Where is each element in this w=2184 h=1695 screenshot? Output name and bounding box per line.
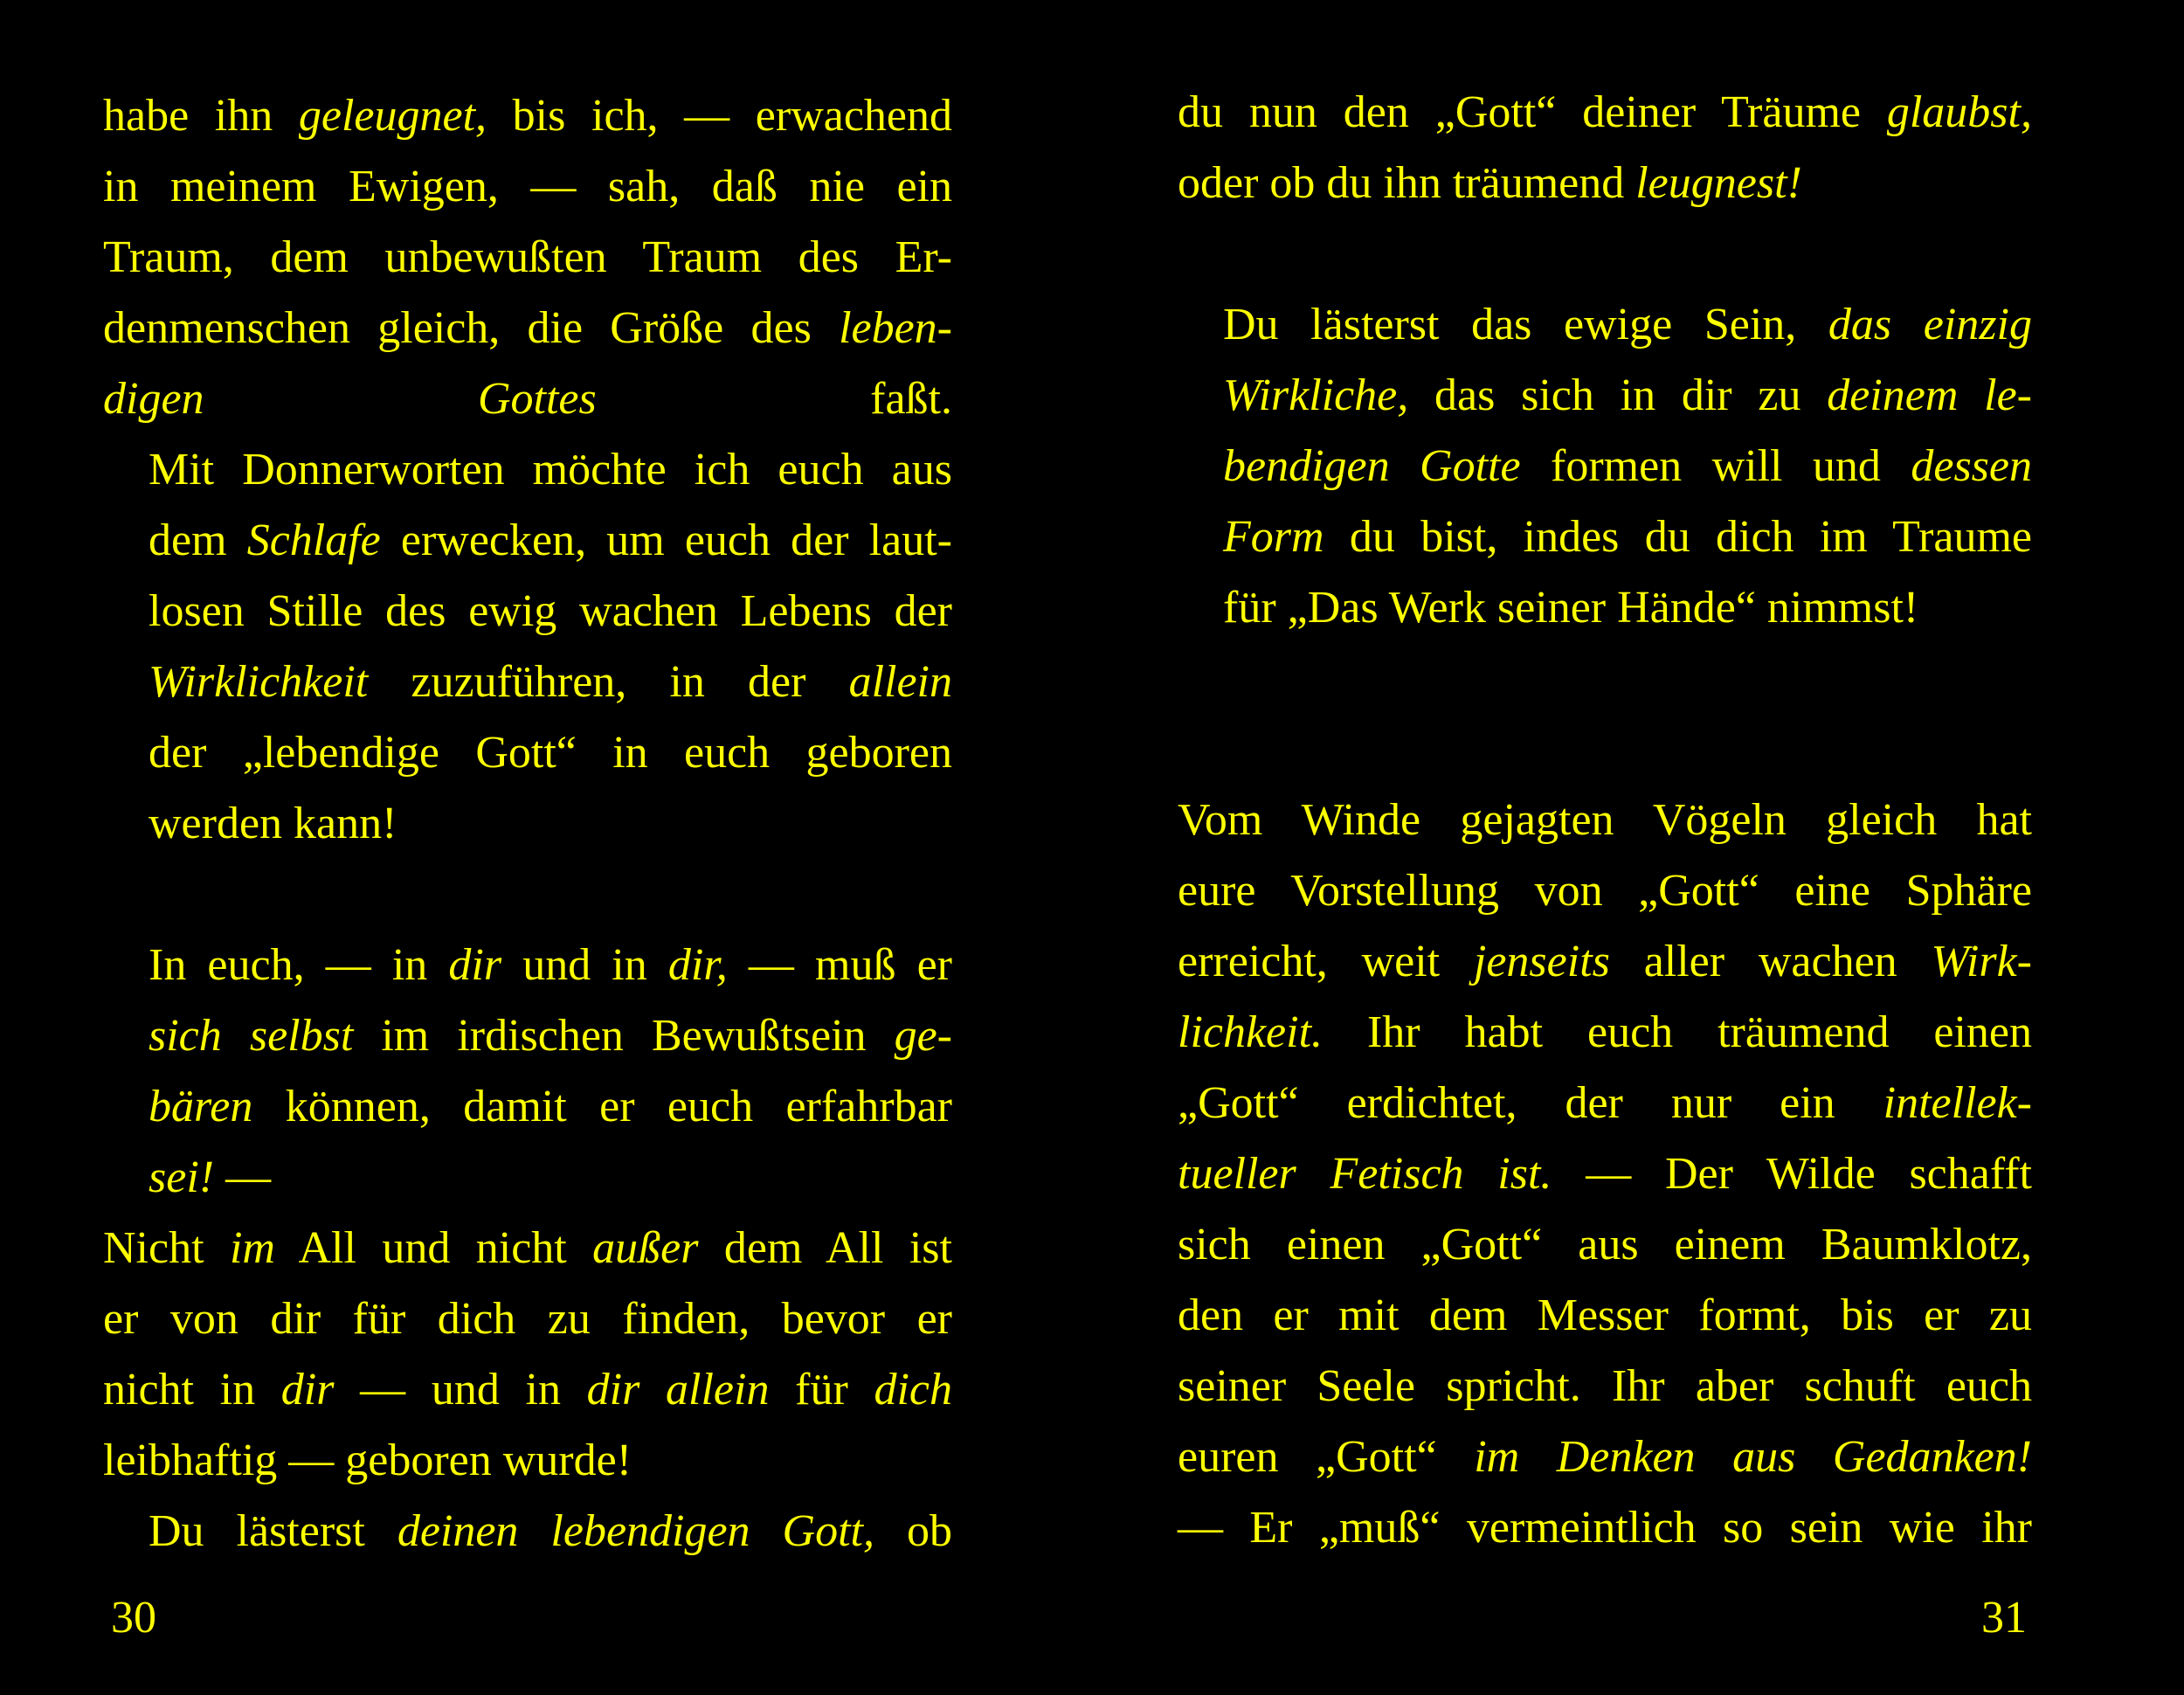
italic-run: dich <box>874 1365 953 1415</box>
text-line <box>1178 1492 2032 1563</box>
italic-run: außer <box>592 1223 699 1273</box>
right-paragraph-2 <box>1178 289 2032 643</box>
italic-run: digen Gottes <box>103 374 597 424</box>
text-line <box>1178 855 2032 926</box>
text-run: erreicht, weit <box>1178 937 1474 986</box>
text-run: Ihr habt euch träumend einen <box>1323 1007 2032 1057</box>
text-run: sich einen „Gott“ aus einem Baumklotz, <box>1178 1220 2032 1270</box>
text-run: du bist, indes du dich im Traume <box>1324 512 2032 562</box>
text-run: und in <box>501 940 668 990</box>
italic-run: Wirk- <box>1931 937 2032 986</box>
italic-run: das einzig <box>1828 300 2032 349</box>
italic-run: leben- <box>839 303 952 353</box>
text-run: — Der Wilde schafft <box>1552 1149 2032 1199</box>
text-line <box>1178 1422 2032 1492</box>
text-run: bis ich, — erwachend <box>487 91 952 141</box>
text-run: oder ob du ihn träumend <box>1178 158 1636 208</box>
text-run: euren „Gott“ <box>1178 1432 1475 1482</box>
text-line <box>1178 1068 2032 1138</box>
text-line <box>1178 77 2032 148</box>
italic-run: im Denken aus Gedanken! <box>1474 1432 2033 1482</box>
text-line <box>1178 148 2032 218</box>
italic-run: dir allein <box>586 1365 770 1415</box>
text-run: dem All ist <box>698 1223 952 1273</box>
italic-run: bendigen Gotte <box>1223 441 1521 491</box>
italic-run: sei! <box>149 1152 215 1202</box>
text-run: den er mit dem Messer formt, bis er zu <box>1178 1290 2032 1340</box>
italic-run: jenseits <box>1473 937 1610 986</box>
italic-run: tueller Fetisch ist. <box>1178 1149 1552 1199</box>
italic-run: allein <box>848 657 952 707</box>
text-run: ob <box>874 1506 952 1556</box>
text-run: im irdischen Bewußtsein <box>353 1011 895 1061</box>
text-line <box>1178 997 2032 1068</box>
italic-run: dir <box>448 940 502 990</box>
text-line <box>1178 1280 2032 1351</box>
page-number-right: 31 <box>1981 1593 2027 1643</box>
italic-run: ge- <box>894 1011 952 1061</box>
text-run: Mit Donnerworten möchte ich euch aus <box>149 445 952 495</box>
page-number-left: 30 <box>111 1593 156 1643</box>
text-run: losen Stille des ewig wachen Lebens der <box>149 586 952 636</box>
text-run: Traum, dem unbewußten Traum des Er- <box>103 232 952 282</box>
italic-run: deinen lebendigen Gott, <box>397 1506 874 1556</box>
text-line <box>1178 289 2032 360</box>
right-paragraph-1 <box>1178 77 2032 218</box>
text-run: denmenschen gleich, die Größe des <box>103 303 840 353</box>
text-run: er von dir für dich zu finden, bevor er <box>103 1294 952 1344</box>
text-run: Du lästerst <box>149 1506 397 1556</box>
italic-run: dessen <box>1911 441 2032 491</box>
text-line <box>1178 431 2032 502</box>
text-run: Du lästerst das ewige Sein, <box>1223 300 1828 349</box>
text-run: — <box>214 1152 272 1202</box>
text-line <box>1178 1351 2032 1422</box>
text-run: Nicht <box>103 1223 230 1273</box>
text-run: in meinem Ewigen, — sah, daß nie ein <box>103 162 952 211</box>
text-line <box>1178 1138 2032 1209</box>
text-run: habe ihn <box>103 91 299 141</box>
italic-run: dir <box>280 1365 335 1415</box>
text-run: „Gott“ erdichtet, der nur ein <box>1178 1078 1883 1128</box>
text-run: das sich in dir zu <box>1408 370 1828 420</box>
text-run: aller wachen <box>1609 937 1932 986</box>
text-run: faßt. <box>596 374 953 424</box>
italic-run: leugnest! <box>1635 158 1802 208</box>
text-run: der „lebendige Gott“ in euch geboren <box>149 728 952 778</box>
italic-run: Wirkliche, <box>1223 370 1409 420</box>
text-run: In euch, — in <box>149 940 449 990</box>
text-line <box>1178 785 2032 855</box>
italic-run: lichkeit. <box>1178 1007 1324 1057</box>
text-run: — und in <box>334 1365 587 1415</box>
text-run: leibhaftig — geboren wurde! <box>103 1436 632 1485</box>
text-run: seiner Seele spricht. Ihr aber schuft euch <box>1178 1361 2032 1411</box>
italic-run: glaubst, <box>1886 87 2032 137</box>
text-run: werden kann! <box>149 799 397 848</box>
text-run: eure Vorstellung von „Gott“ eine Sphäre <box>1178 866 2032 916</box>
text-run: dem <box>149 515 247 565</box>
text-line <box>1178 360 2032 431</box>
right-paragraph-3 <box>1178 785 2032 1563</box>
text-run: Vom Winde gejagten Vögeln gleich hat <box>1178 795 2032 845</box>
italic-run: Form <box>1223 512 1324 562</box>
text-run: nicht in <box>103 1365 281 1415</box>
text-line <box>1178 1209 2032 1280</box>
text-run: formen will und <box>1520 441 1911 491</box>
italic-run: deinem le- <box>1827 370 2032 420</box>
text-run: du nun den „Gott“ deiner Träume <box>1178 87 1887 137</box>
italic-run: Schlafe <box>246 515 381 565</box>
text-run: für „Das Werk seiner Hände“ nimmst! <box>1223 583 1919 633</box>
italic-run: im <box>229 1223 275 1273</box>
text-run: All und nicht <box>274 1223 593 1273</box>
italic-run: Wirklichkeit <box>149 657 369 707</box>
text-run: erwecken, um euch der laut- <box>380 515 953 565</box>
text-line <box>1178 502 2032 572</box>
text-line <box>1178 572 2032 643</box>
italic-run: dir, <box>667 940 728 990</box>
text-run: — muß er <box>727 940 952 990</box>
text-run: zuzuführen, in der <box>368 657 849 707</box>
italic-run: intellek- <box>1883 1078 2032 1128</box>
right-page-text <box>1178 77 2032 1563</box>
text-line <box>1178 926 2032 997</box>
italic-run: geleugnet, <box>298 91 487 141</box>
text-run: können, damit er euch erfahrbar <box>252 1082 952 1131</box>
text-run: für <box>769 1365 874 1415</box>
italic-run: bären <box>149 1082 253 1131</box>
text-run: — Er „muß“ vermeintlich so sein wie ihr <box>1178 1503 2032 1553</box>
italic-run: sich selbst <box>149 1011 354 1061</box>
